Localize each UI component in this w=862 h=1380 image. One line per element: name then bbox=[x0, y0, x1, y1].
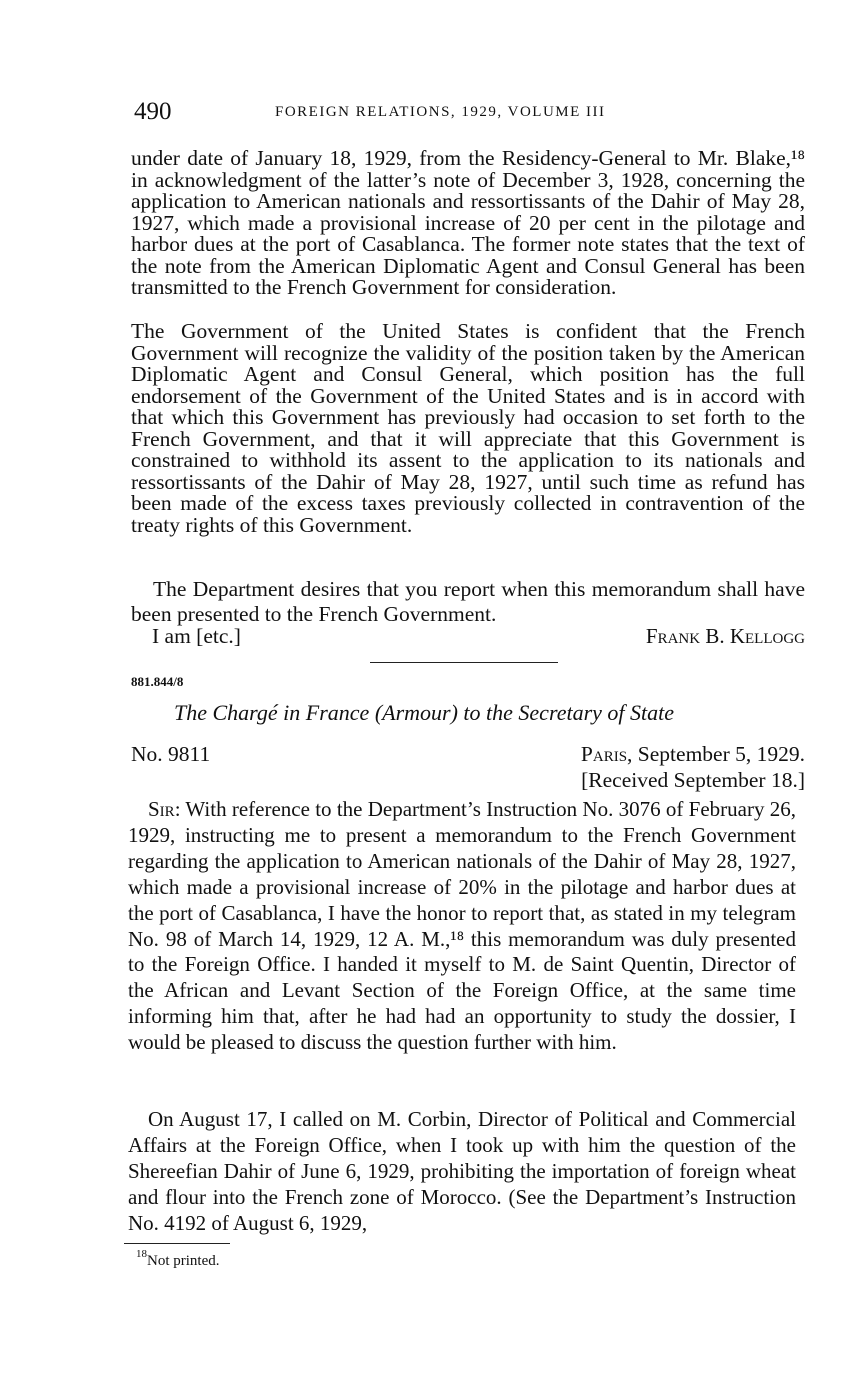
memo-paragraph-1: under date of January 18, 1929, from the Residency-General to Mr. Blake,¹⁸ in acknowledgment of the latter’s note of December 3, 1928, concerning the application to American nationals and ressortissants of the Dahir of May 28, 1927, which made a provisional increase of 20 per cent in the pilotage and harbor dues at the port of Casablanca. The former note states that the text of the note from the American Diplomatic Agent and Consul General has been transmitted to the French Government for consideration. bbox=[131, 146, 805, 299]
salutation: I am [etc.] bbox=[152, 624, 241, 648]
footnote-rule bbox=[124, 1243, 230, 1244]
letter-paragraph-1-text: : With reference to the Department’s Instruction No. 3076 of February 26, 1929, instructing me to present a memorandum to the French Government regarding the application to American nationals of the Dahir of May 28, 1927, which made a provisional increase of 20% in the pilotage and harbor dues at the port of Casablanca, I have the honor to report that, as stated in my telegram No. 98 of March 14, 1929, 12 A. M.,¹⁸ this memorandum was duly presented to the Foreign Office. I handed it myself to M. de Saint Quentin, Director of the African and Levant Section of the Foreign Office, at the same time informing him that, after he had had an opportunity to study the dossier, I would be pleased to discuss the question further with him. bbox=[128, 797, 796, 1055]
page-number: 490 bbox=[134, 98, 172, 125]
running-title: FOREIGN RELATIONS, 1929, VOLUME III bbox=[275, 104, 606, 120]
closing-paragraph: The Department desires that you report when this memorandum shall have been presented to the French Government. bbox=[131, 577, 805, 626]
file-number: 881.844/8 bbox=[131, 674, 184, 689]
salutation-sir: Sir bbox=[148, 797, 175, 821]
letter-paragraph-2: On August 17, I called on M. Corbin, Director of Political and Commercial Affairs at the Foreign Office, when I took up with him the question of the Shereefian Dahir of June 6, 1929, prohibiting the importation of foreign wheat and flour into the French zone of Morocco. (See the Department’s Instruction No. 4192 of August 6, 1929, bbox=[128, 1107, 796, 1235]
dateline-date: , September 5, 1929. bbox=[627, 742, 805, 766]
footnote-marker: 18 bbox=[136, 1248, 147, 1260]
dateline-place: Paris bbox=[580, 742, 628, 766]
dateline bbox=[581, 742, 805, 767]
letter-paragraph-1 bbox=[128, 797, 796, 1056]
footnote-text: Not printed. bbox=[147, 1253, 220, 1269]
document-number: No. 9811 bbox=[131, 742, 211, 766]
footnote bbox=[136, 1248, 220, 1270]
document-title: The Chargé in France (Armour) to the Secretary of State bbox=[174, 700, 674, 725]
signature: Frank B. Kellogg bbox=[645, 624, 805, 648]
section-divider bbox=[370, 662, 558, 663]
memo-paragraph-2: The Government of the United States is confident that the French Government will recognize the validity of the position taken by the American Diplomatic Agent and Consul General, which position has the full endorsement of the Government of the United States and is in accord with that which this Government has previously had occasion to set forth to the French Government, and that it will appreciate that this Government is constrained to withhold its assent to the application to its nationals and ressortissants of the Dahir of May 28, 1927, until such time as refund has been made of the excess taxes previously collected in contravention of the treaty rights of this Government. bbox=[131, 319, 805, 537]
received-date: [Received September 18.] bbox=[581, 768, 805, 792]
